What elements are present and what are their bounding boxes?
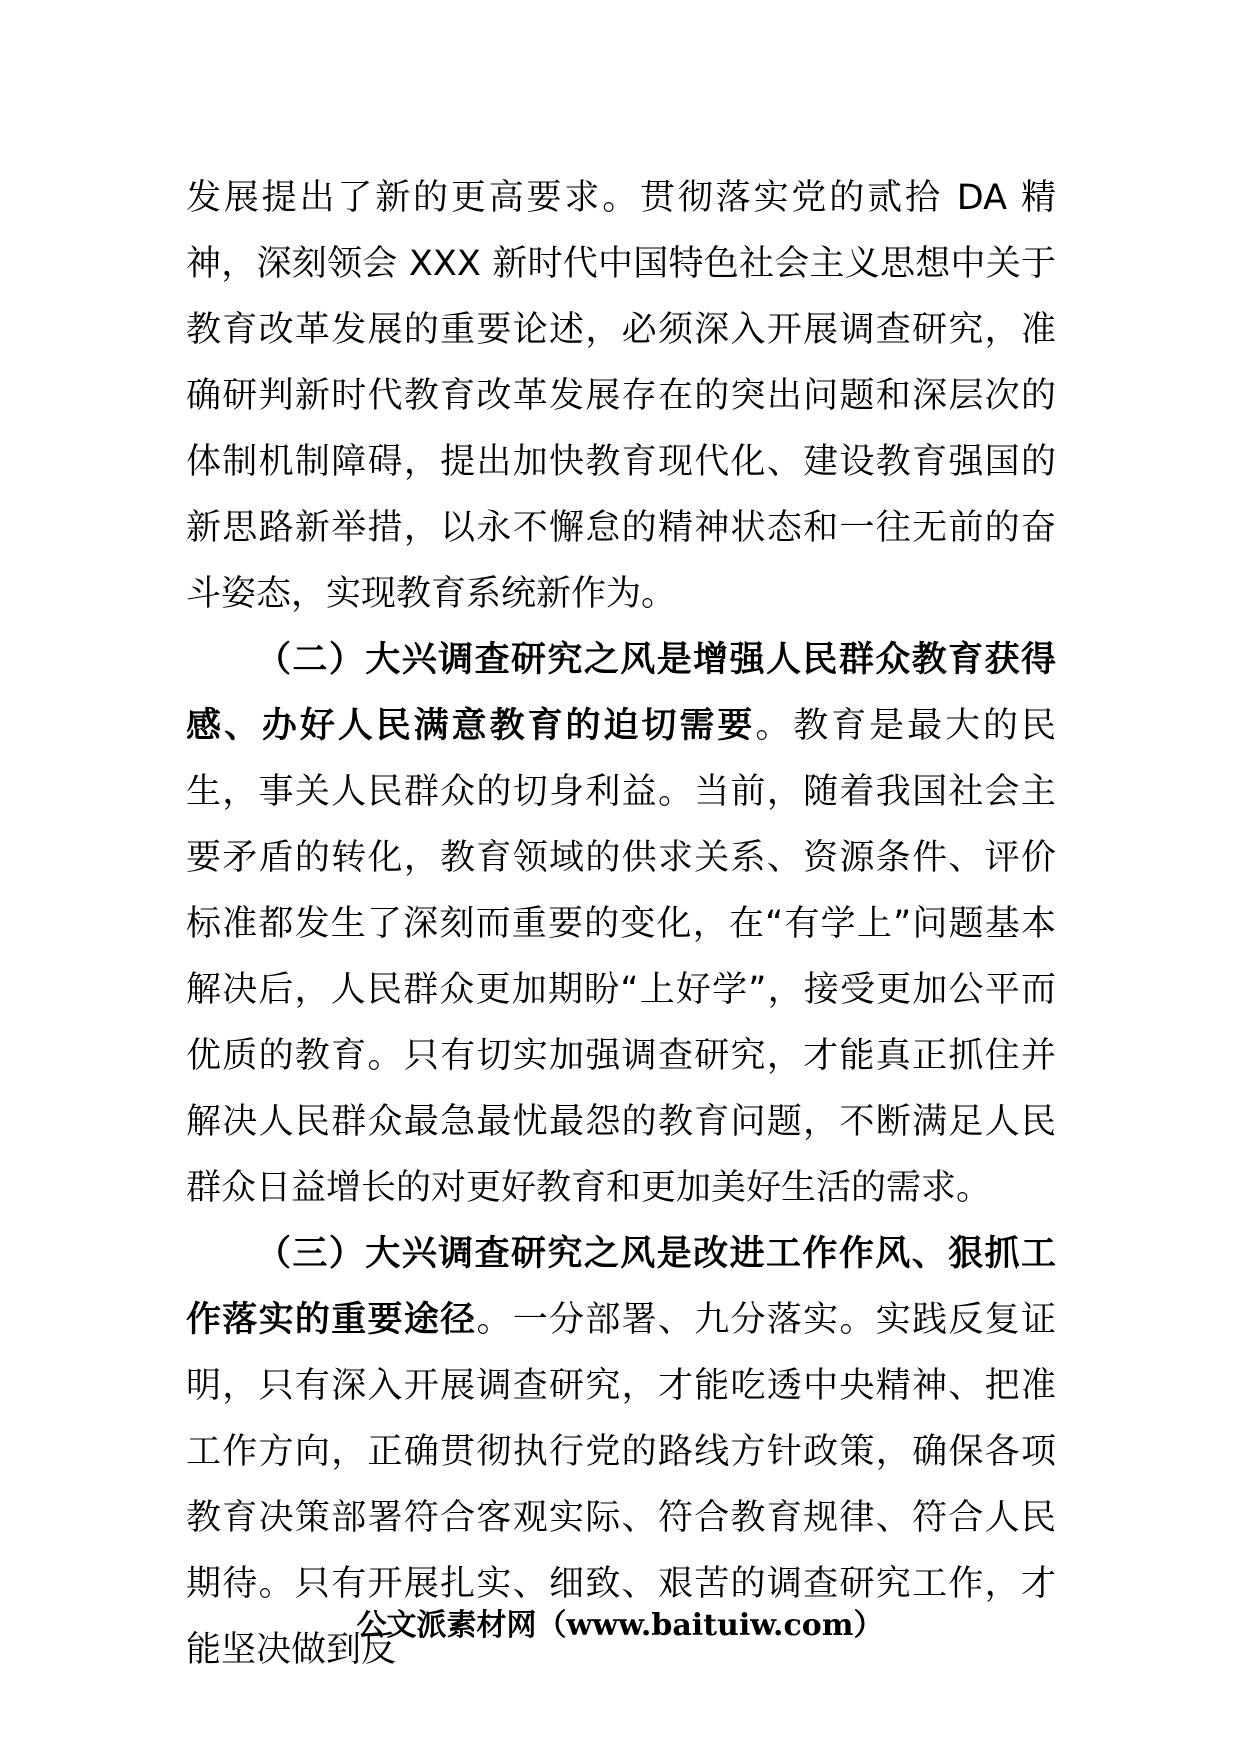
section-3-body: 。一分部署、九分落实。实践反复证明，只有深入开展调查研究，才能吃透中央精神、把准工作方向，正确贯彻执行党的路线方针政策，确保各项教育决策部署符合客观实际、符合教育规律、符合人民期待。只有开展扎实、细致、艰苦的调查研究工作，才能坚决做到反: [186, 1300, 1056, 1670]
footer-watermark: 公文派素材网（www.baituiw.com）: [356, 1608, 884, 1643]
section-2-body: 。教育是最大的民生，事关人民群众的切身利益。当前，随着我国社会主要矛盾的转化，教育领域的供求关系、资源条件、评价标准都发生了深刻而重要的变化，在“有学上”问题基本解决后，人民群众更加期盼“上好学”，接受更加公平而优质的教育。只有切实加强调查研究，才能真正抓住并解决人民群众最急最忧最怨的教育问题，不断满足人民群众日益增长的对更好教育和更加美好生活的需求。: [186, 706, 1056, 1208]
section-3-heading: （三）大兴调查研究之风是改进工作作风、狠抓工作落实的重要途径: [186, 1234, 1056, 1340]
paragraph-section-2: [186, 627, 1056, 1221]
document-body: [186, 165, 1056, 1683]
section-2-heading: （二）大兴调查研究之风是增强人民群众教育获得感、办好人民满意教育的迫切需要: [186, 640, 1056, 746]
paragraph-1-text: 发展提出了新的更高要求。贯彻落实党的贰拾 DA 精神，深刻领会 XXX 新时代中国特色社会主义思想中关于教育改革发展的重要论述，必须深入开展调查研究，准确研判新时代教育改革发展存在的突出问题和深层次的体制机制障碍，提出加快教育现代化、建设教育强国的新思路新举措，以永不懈怠的精神状态和一往无前的奋斗姿态，实现教育系统新作为。: [186, 178, 1056, 614]
paragraph-continuation: [186, 165, 1056, 627]
